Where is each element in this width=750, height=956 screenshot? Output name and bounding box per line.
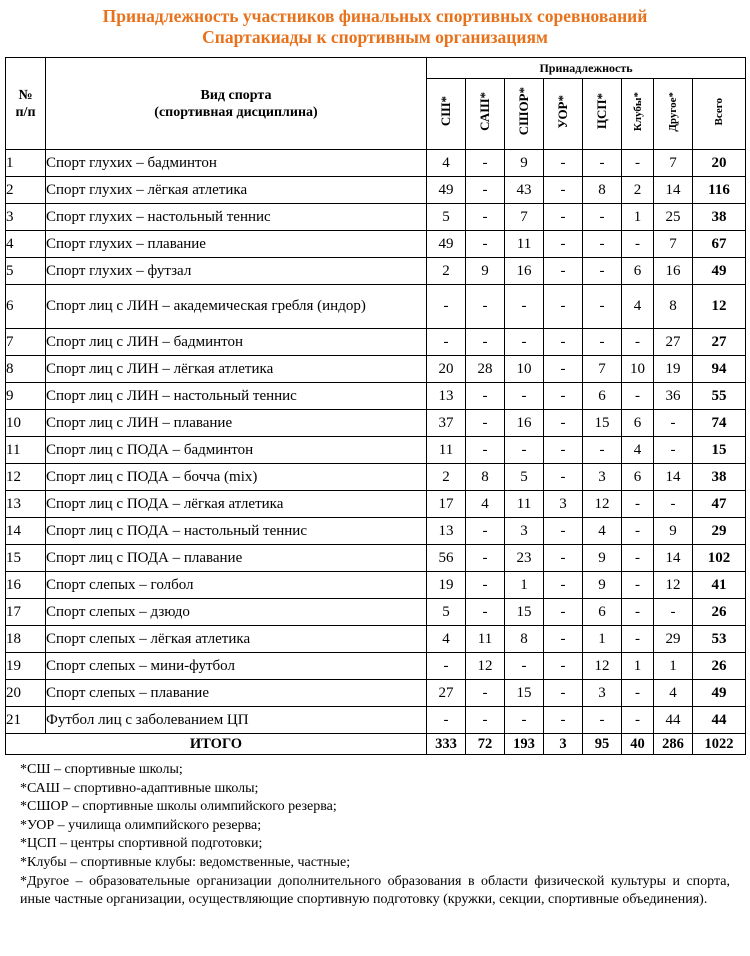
cell-value: 4 (427, 626, 466, 653)
cell-value: - (654, 437, 693, 464)
row-total: 53 (693, 626, 746, 653)
cell-value: 14 (654, 464, 693, 491)
cell-value: - (622, 383, 654, 410)
cell-value: 19 (427, 572, 466, 599)
cell-value: 3 (505, 518, 544, 545)
footnote: *СШ – спортивные школы; (20, 762, 183, 777)
total-row (6, 734, 746, 755)
cell-value: - (466, 329, 505, 356)
cell-value: 8 (583, 177, 622, 204)
table-row (6, 680, 746, 707)
row-number: 13 (6, 491, 46, 518)
cell-value: 49 (427, 177, 466, 204)
row-number: 14 (6, 518, 46, 545)
cell-value: - (427, 285, 466, 329)
cell-value: 16 (654, 258, 693, 285)
cell-value: - (466, 204, 505, 231)
cell-value: - (544, 599, 583, 626)
cell-value: 11 (505, 231, 544, 258)
header-col-sash: САШ* (466, 79, 505, 150)
header-sport: Вид спорта (спортивная дисциплина) (46, 58, 427, 150)
row-number: 3 (6, 204, 46, 231)
sport-name: Спорт слепых – плавание (46, 680, 427, 707)
cell-value: 11 (505, 491, 544, 518)
row-total: 27 (693, 329, 746, 356)
cell-value: - (427, 329, 466, 356)
cell-value: - (466, 150, 505, 177)
cell-value: - (544, 653, 583, 680)
cell-value: 37 (427, 410, 466, 437)
cell-value: - (654, 599, 693, 626)
cell-value: - (622, 150, 654, 177)
row-number: 10 (6, 410, 46, 437)
cell-value: - (466, 410, 505, 437)
row-total: 20 (693, 150, 746, 177)
cell-value: 10 (505, 356, 544, 383)
cell-value: 14 (654, 545, 693, 572)
cell-value: 5 (505, 464, 544, 491)
table-row (6, 329, 746, 356)
row-total: 94 (693, 356, 746, 383)
table-row (6, 599, 746, 626)
sport-name: Футбол лиц с заболеванием ЦП (46, 707, 427, 734)
cell-value: - (622, 231, 654, 258)
cell-value: - (466, 599, 505, 626)
sport-name: Спорт глухих – футзал (46, 258, 427, 285)
table-row (6, 177, 746, 204)
table-row (6, 383, 746, 410)
cell-value: - (466, 572, 505, 599)
cell-value: 1 (622, 653, 654, 680)
cell-value: 12 (583, 653, 622, 680)
row-number: 17 (6, 599, 46, 626)
footnote: *ЦСП – центры спортивной подготовки; (20, 836, 263, 852)
total-value: 95 (583, 734, 622, 755)
sport-name: Спорт лиц с ПОДА – настольный теннис (46, 518, 427, 545)
table-row (6, 572, 746, 599)
cell-value: - (427, 653, 466, 680)
sport-name: Спорт слепых – голбол (46, 572, 427, 599)
cell-value: - (505, 383, 544, 410)
cell-value: 3 (583, 680, 622, 707)
cell-value: - (544, 518, 583, 545)
header-col-uor: УОР* (544, 79, 583, 150)
total-value: 72 (466, 734, 505, 755)
cell-value: - (622, 680, 654, 707)
cell-value: - (544, 231, 583, 258)
cell-value: 16 (505, 410, 544, 437)
row-total: 12 (693, 285, 746, 329)
cell-value: - (583, 231, 622, 258)
cell-value: 4 (427, 150, 466, 177)
cell-value: - (583, 329, 622, 356)
table-row (6, 653, 746, 680)
cell-value: 4 (622, 437, 654, 464)
table-row (6, 410, 746, 437)
row-number: 2 (6, 177, 46, 204)
cell-value: 15 (505, 599, 544, 626)
cell-value: 1 (654, 653, 693, 680)
cell-value: 10 (622, 356, 654, 383)
cell-value: 4 (654, 680, 693, 707)
sport-name: Спорт слепых – дзюдо (46, 599, 427, 626)
cell-value: - (544, 285, 583, 329)
cell-value: - (466, 545, 505, 572)
cell-value: 6 (622, 258, 654, 285)
total-value: 193 (505, 734, 544, 755)
cell-value: 8 (466, 464, 505, 491)
row-number: 15 (6, 545, 46, 572)
cell-value: - (544, 204, 583, 231)
cell-value: - (654, 410, 693, 437)
cell-value: - (583, 258, 622, 285)
cell-value: 2 (622, 177, 654, 204)
cell-value: 9 (466, 258, 505, 285)
row-number: 9 (6, 383, 46, 410)
cell-value: 19 (654, 356, 693, 383)
table-row (6, 258, 746, 285)
cell-value: - (654, 491, 693, 518)
row-total: 29 (693, 518, 746, 545)
cell-value: - (544, 680, 583, 707)
row-total: 47 (693, 491, 746, 518)
cell-value: - (544, 177, 583, 204)
cell-value: - (466, 518, 505, 545)
total-value: 286 (654, 734, 693, 755)
cell-value: - (544, 410, 583, 437)
row-total: 67 (693, 231, 746, 258)
cell-value: 9 (583, 545, 622, 572)
cell-value: 9 (583, 572, 622, 599)
cell-value: 27 (427, 680, 466, 707)
header-col-sshor: СШОР* (505, 79, 544, 150)
cell-value: 9 (505, 150, 544, 177)
row-number: 7 (6, 329, 46, 356)
table-row (6, 518, 746, 545)
cell-value: 13 (427, 518, 466, 545)
cell-value: 2 (427, 464, 466, 491)
cell-value: - (505, 329, 544, 356)
cell-value: 1 (622, 204, 654, 231)
cell-value: 1 (583, 626, 622, 653)
cell-value: - (505, 285, 544, 329)
cell-value: - (544, 464, 583, 491)
header-col-total: Всего (693, 79, 746, 150)
row-total: 26 (693, 599, 746, 626)
table-row (6, 356, 746, 383)
row-total: 38 (693, 464, 746, 491)
cell-value: - (544, 150, 583, 177)
sport-name: Спорт лиц с ЛИН – академическая гребля (индор) (46, 285, 427, 329)
cell-value: 13 (427, 383, 466, 410)
table-row (6, 545, 746, 572)
sport-name: Спорт лиц с ПОДА – плавание (46, 545, 427, 572)
row-number: 5 (6, 258, 46, 285)
row-number: 8 (6, 356, 46, 383)
row-total: 49 (693, 258, 746, 285)
header-col-clubs: Клубы* (622, 79, 654, 150)
header-row (6, 58, 746, 79)
table-row (6, 285, 746, 329)
footnote: *СШОР – спортивные школы олимпийского резерва; (20, 799, 337, 815)
cell-value: - (622, 707, 654, 734)
title-line-2: Спартакиады к спортивным организациям (202, 27, 548, 47)
cell-value: 7 (505, 204, 544, 231)
cell-value: - (583, 150, 622, 177)
row-number: 4 (6, 231, 46, 258)
cell-value: - (466, 177, 505, 204)
cell-value: - (622, 545, 654, 572)
cell-value: 7 (654, 231, 693, 258)
cell-value: - (544, 572, 583, 599)
cell-value: - (622, 518, 654, 545)
row-number: 20 (6, 680, 46, 707)
cell-value: 12 (466, 653, 505, 680)
cell-value: 17 (427, 491, 466, 518)
row-number: 19 (6, 653, 46, 680)
cell-value: 6 (583, 383, 622, 410)
table-row (6, 626, 746, 653)
cell-value: - (544, 437, 583, 464)
cell-value: 23 (505, 545, 544, 572)
cell-value: - (583, 285, 622, 329)
total-value: 1022 (693, 734, 746, 755)
footnotes (20, 761, 730, 910)
cell-value: 7 (583, 356, 622, 383)
cell-value: - (466, 383, 505, 410)
cell-value: - (466, 680, 505, 707)
sport-name: Спорт лиц с ПОДА – бадминтон (46, 437, 427, 464)
cell-value: 27 (654, 329, 693, 356)
cell-value: 43 (505, 177, 544, 204)
total-value: 40 (622, 734, 654, 755)
cell-value: - (622, 572, 654, 599)
cell-value: 4 (622, 285, 654, 329)
header-col-tssp: ЦСП* (583, 79, 622, 150)
cell-value: 28 (466, 356, 505, 383)
cell-value: - (544, 356, 583, 383)
cell-value: 4 (466, 491, 505, 518)
cell-value: 14 (654, 177, 693, 204)
sport-name: Спорт глухих – плавание (46, 231, 427, 258)
cell-value: 3 (583, 464, 622, 491)
cell-value: - (544, 329, 583, 356)
row-total: 41 (693, 572, 746, 599)
cell-value: 6 (622, 464, 654, 491)
total-value: 3 (544, 734, 583, 755)
sport-name: Спорт лиц с ЛИН – плавание (46, 410, 427, 437)
cell-value: 9 (654, 518, 693, 545)
table-row (6, 150, 746, 177)
row-number: 12 (6, 464, 46, 491)
row-total: 49 (693, 680, 746, 707)
cell-value: - (622, 599, 654, 626)
cell-value: 5 (427, 204, 466, 231)
sport-name: Спорт лиц с ЛИН – настольный теннис (46, 383, 427, 410)
cell-value: 1 (505, 572, 544, 599)
cell-value: 11 (427, 437, 466, 464)
cell-value: 25 (654, 204, 693, 231)
table-body (6, 150, 746, 734)
cell-value: 2 (427, 258, 466, 285)
cell-value: 15 (505, 680, 544, 707)
header-num: № п/п (6, 58, 46, 150)
sport-name: Спорт глухих – настольный теннис (46, 204, 427, 231)
cell-value: - (622, 329, 654, 356)
cell-value: 3 (544, 491, 583, 518)
cell-value: 20 (427, 356, 466, 383)
row-total: 102 (693, 545, 746, 572)
cell-value: - (544, 707, 583, 734)
cell-value: - (583, 204, 622, 231)
sport-name: Спорт лиц с ПОДА – лёгкая атлетика (46, 491, 427, 518)
cell-value: - (544, 383, 583, 410)
cell-value: - (505, 437, 544, 464)
cell-value: - (505, 707, 544, 734)
title-line-1: Принадлежность участников финальных спортивных соревнований (102, 6, 648, 26)
footnote: *Клубы – спортивные клубы: ведомственные, частные; (20, 854, 351, 870)
header-col-ssh: СШ* (427, 79, 466, 150)
cell-value: - (466, 231, 505, 258)
footnote: *САШ – спортивно-адаптивные школы; (20, 780, 259, 796)
table-row (6, 464, 746, 491)
row-number: 1 (6, 150, 46, 177)
cell-value: - (583, 707, 622, 734)
total-value: 333 (427, 734, 466, 755)
cell-value: - (427, 707, 466, 734)
cell-value: 6 (583, 599, 622, 626)
cell-value: 36 (654, 383, 693, 410)
cell-value: - (544, 626, 583, 653)
row-total: 38 (693, 204, 746, 231)
cell-value: 5 (427, 599, 466, 626)
row-total: 44 (693, 707, 746, 734)
cell-value: 12 (583, 491, 622, 518)
sport-name: Спорт лиц с ЛИН – бадминтон (46, 329, 427, 356)
table-row (6, 707, 746, 734)
row-number: 6 (6, 285, 46, 329)
cell-value: - (583, 437, 622, 464)
cell-value: - (622, 626, 654, 653)
cell-value: - (544, 258, 583, 285)
row-number: 11 (6, 437, 46, 464)
row-total: 74 (693, 410, 746, 437)
cell-value: 6 (622, 410, 654, 437)
row-number: 21 (6, 707, 46, 734)
cell-value: 11 (466, 626, 505, 653)
table-row (6, 231, 746, 258)
sport-name: Спорт глухих – лёгкая атлетика (46, 177, 427, 204)
footnote: *УОР – училища олимпийского резерва; (20, 817, 262, 833)
total-label: ИТОГО (6, 734, 427, 755)
document-title (0, 0, 750, 48)
cell-value: 8 (505, 626, 544, 653)
cell-value: - (544, 545, 583, 572)
cell-value: - (466, 437, 505, 464)
cell-value: 12 (654, 572, 693, 599)
affiliation-table (5, 57, 746, 755)
cell-value: 29 (654, 626, 693, 653)
cell-value: 4 (583, 518, 622, 545)
cell-value: 56 (427, 545, 466, 572)
cell-value: - (505, 653, 544, 680)
header-group: Принадлежность (427, 58, 746, 79)
cell-value: - (466, 707, 505, 734)
row-number: 18 (6, 626, 46, 653)
cell-value: 16 (505, 258, 544, 285)
sport-name: Спорт лиц с ПОДА – бочча (mix) (46, 464, 427, 491)
sport-name: Спорт слепых – мини-футбол (46, 653, 427, 680)
cell-value: 15 (583, 410, 622, 437)
cell-value: - (622, 491, 654, 518)
cell-value: 7 (654, 150, 693, 177)
row-number: 16 (6, 572, 46, 599)
footnote: *Другое – образовательные организации дополнительного образования в области физической культуры и спорта, иные частные организации, осуществляющие спортивную подготовку (кружки, секции, спортивные объединения). (20, 873, 730, 908)
table-row (6, 204, 746, 231)
table-row (6, 491, 746, 518)
cell-value: 49 (427, 231, 466, 258)
sport-name: Спорт слепых – лёгкая атлетика (46, 626, 427, 653)
header-col-other: Другое* (654, 79, 693, 150)
cell-value: 8 (654, 285, 693, 329)
table-row (6, 437, 746, 464)
row-total: 116 (693, 177, 746, 204)
cell-value: 44 (654, 707, 693, 734)
row-total: 55 (693, 383, 746, 410)
sport-name: Спорт глухих – бадминтон (46, 150, 427, 177)
row-total: 15 (693, 437, 746, 464)
sport-name: Спорт лиц с ЛИН – лёгкая атлетика (46, 356, 427, 383)
row-total: 26 (693, 653, 746, 680)
cell-value: - (466, 285, 505, 329)
